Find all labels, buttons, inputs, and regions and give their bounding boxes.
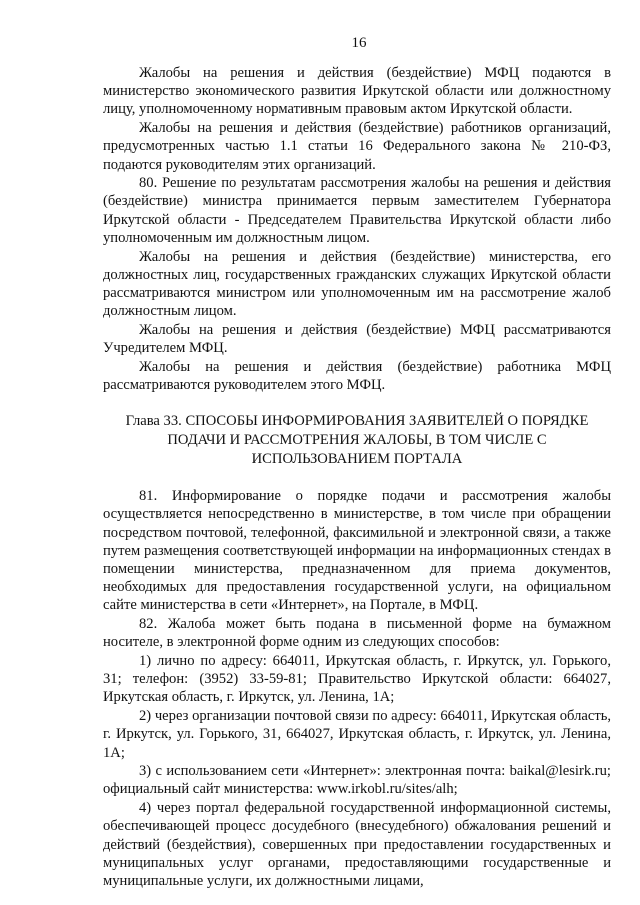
paragraph: Жалобы на решения и действия (бездействие) министерства, его должностных лиц, государственных гражданских служащих Иркутской области рассматриваются министром или уполномоченным им на рассмотрение жалоб должностным лицом. — [103, 248, 611, 320]
chapter-heading-line: ПОДАЧИ И РАССМОТРЕНИЯ ЖАЛОБЫ, В ТОМ ЧИСЛЕ С — [167, 432, 547, 449]
page-number: 16 — [351, 35, 367, 51]
chapter-heading — [103, 412, 611, 469]
paragraph: Жалобы на решения и действия (бездействие) МФЦ рассматриваются Учредителем МФЦ. — [103, 321, 611, 357]
chapter-heading-line: Глава 33. СПОСОБЫ ИНФОРМИРОВАНИЯ ЗАЯВИТЕЛЕЙ О ПОРЯДКЕ — [125, 413, 589, 430]
paragraph: 80. Решение по результатам рассмотрения жалобы на решения и действия (бездействие) министра принимается первым заместителем Губернатора Иркутской области - Председателем Правительства Иркутской области либо уполномоченным им должностным лицом. — [103, 175, 611, 246]
chapter-heading-line: ИСПОЛЬЗОВАНИЕМ ПОРТАЛА — [251, 451, 463, 468]
paragraph: Жалобы на решения и действия (бездействие) МФЦ подаются в министерство экономического развития Иркутской области или должностному лицу, уполномоченному нормативным правовым актом Иркутской области. — [103, 65, 611, 118]
paragraph: Жалобы на решения и действия (бездействие) работников организаций, предусмотренных частью 1.1 статьи 16 Федерального закона № 210-ФЗ, подаются руководителям этих организаций. — [103, 120, 611, 173]
document-page — [103, 34, 611, 891]
paragraph: 82. Жалоба может быть подана в письменной форме на бумажном носителе, в электронной форме одним из следующих способов: — [103, 616, 611, 651]
paragraph: Жалобы на решения и действия (бездействие) работника МФЦ рассматриваются руководителем этого МФЦ. — [103, 358, 611, 393]
list-item: 1) лично по адресу: 664011, Иркутская область, г. Иркутск, ул. Горького, 31; телефон: (3952) 33-59-81; Правительство Иркутской области: 664027, Иркутская область, г. Иркутск, ул. Ленина, 1А; — [103, 652, 611, 706]
list-item: 2) через организации почтовой связи по адресу: 664011, Иркутская область, г. Иркутск, ул. Горького, 31, 664027, Иркутская область, г. Иркутск, ул. Ленина, 1А; — [103, 708, 611, 761]
paragraph: 81. Информирование о порядке подачи и рассмотрения жалобы осуществляется непосредственно в министерстве, в том числе при обращении посредством почтовой, телефонной, факсимильной и электронной связи, а также путем размещения соответствующей информации на информационных стендах в помещении министерства, предназначенном для приема документов, необходимых для предоставления государственной услуги, на официальном сайте министерства в сети «Интернет», на Портале, в МФЦ. — [103, 488, 611, 614]
list-item: 4) через портал федеральной государственной информационной системы, обеспечивающей процесс досудебного (внесудебного) обжалования решений и действий (бездействия), совершенных при предоставлении государственных и муниципальных услуг органами, предоставляющими государственные и муниципальные услуги, их должностными лицами, — [103, 800, 611, 889]
list-item: 3) с использованием сети «Интернет»: электронная почта: baikal@lesirk.ru; официальный сайт министерства: www.irkobl.ru/sites/alh; — [103, 763, 611, 798]
